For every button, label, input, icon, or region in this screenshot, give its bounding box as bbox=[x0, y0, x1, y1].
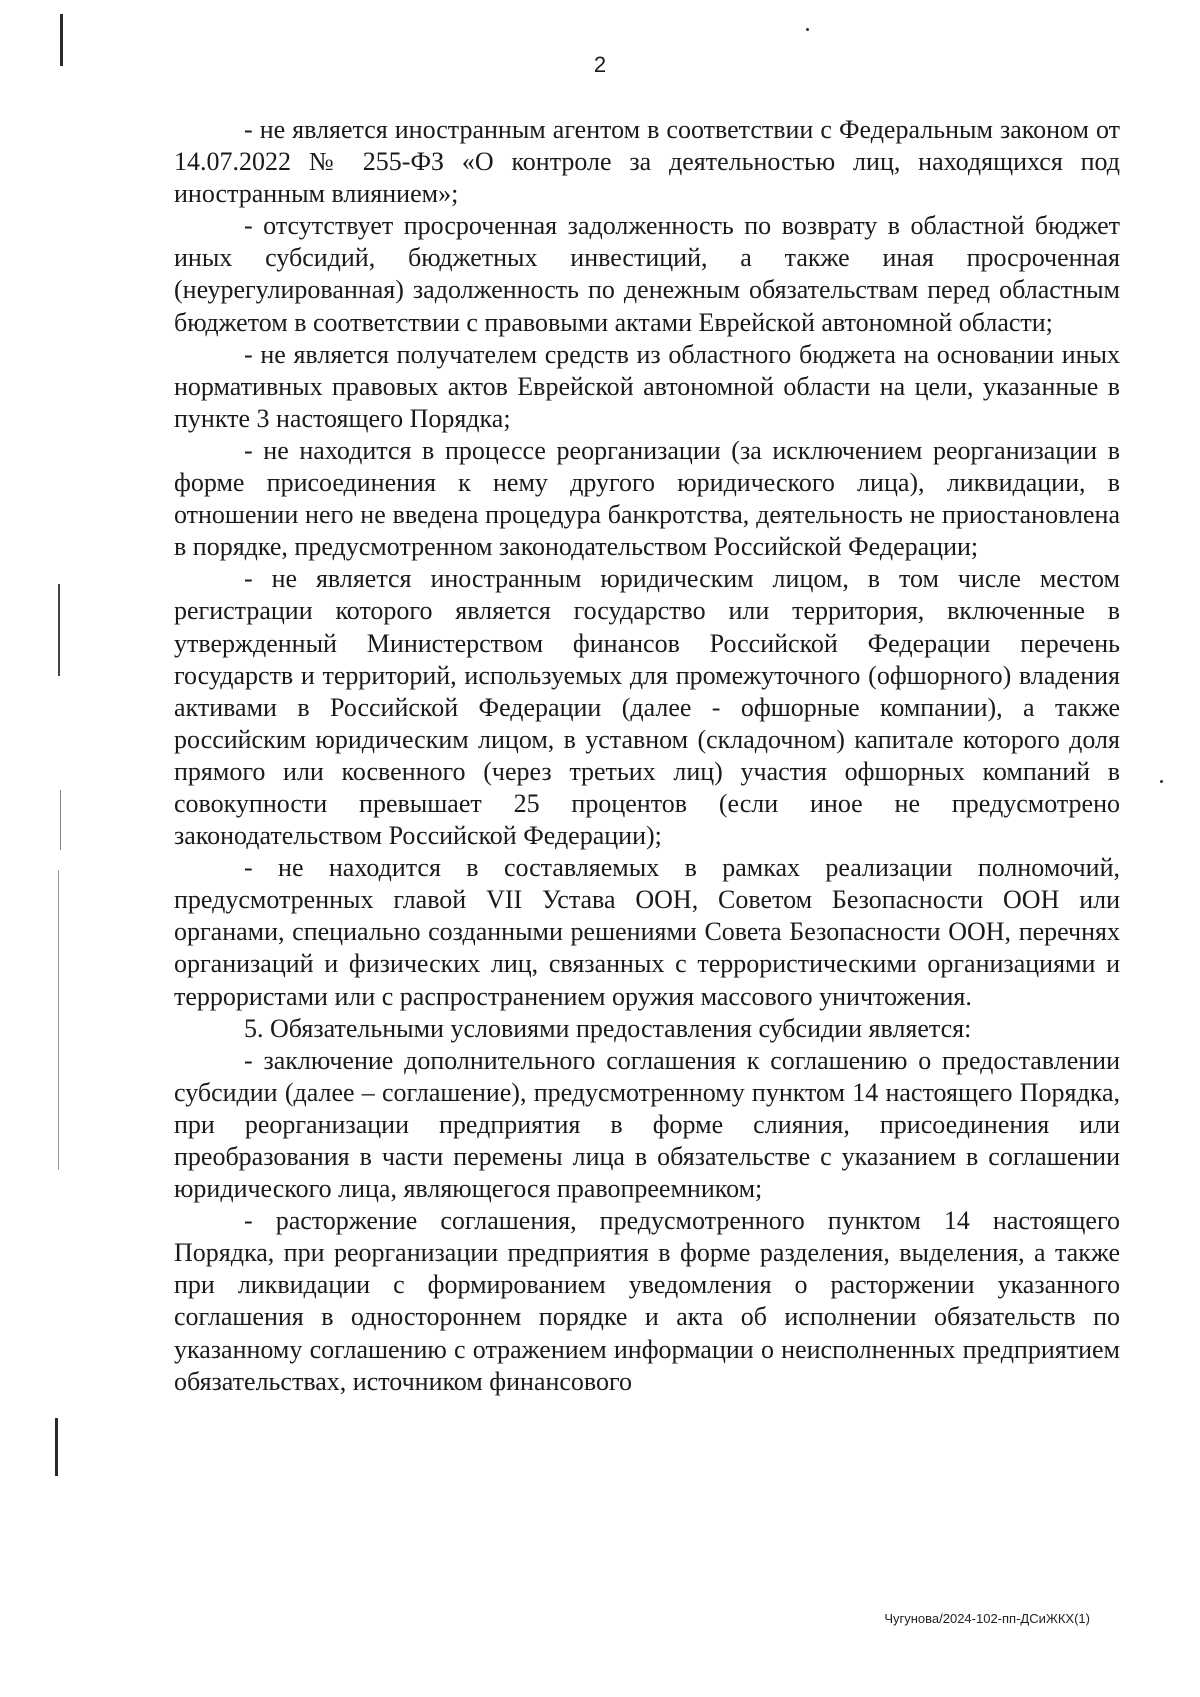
scan-artifact bbox=[1160, 780, 1163, 783]
paragraph: - не находится в процессе реорганизации (за исключением реорганизации в форме присоединения к нему другого юридического лица), ликвидации, в отношении него не введена процедура банкротства, деятельность не приостановлена в порядке, предусмотренном законодательством Российской Федерации; bbox=[174, 435, 1120, 562]
paragraph: - не является получателем средств из областного бюджета на основании иных нормативных правовых актов Еврейской автономной области на цели, указанные в пункте 3 настоящего Порядка; bbox=[174, 339, 1120, 433]
document-code: Чугунова/2024-102-пп-ДСиЖКХ(1) bbox=[884, 1611, 1090, 1626]
scan-artifact bbox=[58, 584, 60, 676]
paragraph: - отсутствует просроченная задолженность по возврату в областной бюджет иных субсидий, бюджетных инвестиций, а также иная просроченная (неурегулированная) задолженность по денежным обязательствам перед областным бюджетом в соответствии с правовыми актами Еврейской автономной области; bbox=[174, 211, 1120, 337]
document-body bbox=[174, 114, 1120, 1398]
paragraph: - расторжение соглашения, предусмотренного пунктом 14 настоящего Порядка, при реорганизации предприятия в форме разделения, выделения, а также при ликвидации с формированием уведомления о расторжении указанного соглашения в одностороннем порядке и акта об исполнении обязательств по указанному соглашению с отражением информации о неисполненных предприятием обязательствах, источником финансового bbox=[174, 1206, 1120, 1396]
scan-artifact bbox=[55, 1418, 58, 1476]
paragraph: - не является иностранным юридическим лицом, в том числе местом регистрации которого является государство или территория, включенные в утвержденный Министерством финансов Российской Федерации перечень государств и территорий, используемых для промежуточного (офшорного) владения активами в Российской Федерации (далее - офшорные компании), а также российским юридическим лицом, в уставном (складочном) капитале которого доля прямого или косвенного (через третьих лиц) участия офшорных компаний в совокупности превышает 25 процентов (если иное не предусмотрено законодательством Российской Федерации); bbox=[174, 564, 1120, 851]
paragraph: 5. Обязательными условиями предоставления субсидии является: bbox=[244, 1013, 972, 1043]
paragraph: - не находится в составляемых в рамках реализации полномочий, предусмотренных главой VII Устава ООН, Советом Безопасности ООН или органами, специально созданными решениями Совета Безопасности ООН, перечнях организаций и физических лиц, связанных с террористическими организациями и террористами или с распространением оружия массового уничтожения. bbox=[174, 853, 1120, 1011]
page-number: 2 bbox=[593, 52, 607, 77]
scan-artifact bbox=[806, 28, 809, 31]
scan-artifact bbox=[60, 790, 61, 850]
paragraph: - не является иностранным агентом в соответствии с Федеральным законом от 14.07.2022 № 255-ФЗ «О контроле за деятельностью лиц, находящихся под иностранным влиянием»; bbox=[174, 115, 1120, 209]
scan-artifact bbox=[58, 870, 59, 1170]
paragraph: - заключение дополнительного соглашения к соглашению о предоставлении субсидии (далее – соглашение), предусмотренному пунктом 14 настоящего Порядка, при реорганизации предприятия в форме слияния, присоединения или преобразования в части перемены лица в обязательстве с указанием в соглашении юридического лица, являющегося правопреемником; bbox=[174, 1045, 1120, 1204]
